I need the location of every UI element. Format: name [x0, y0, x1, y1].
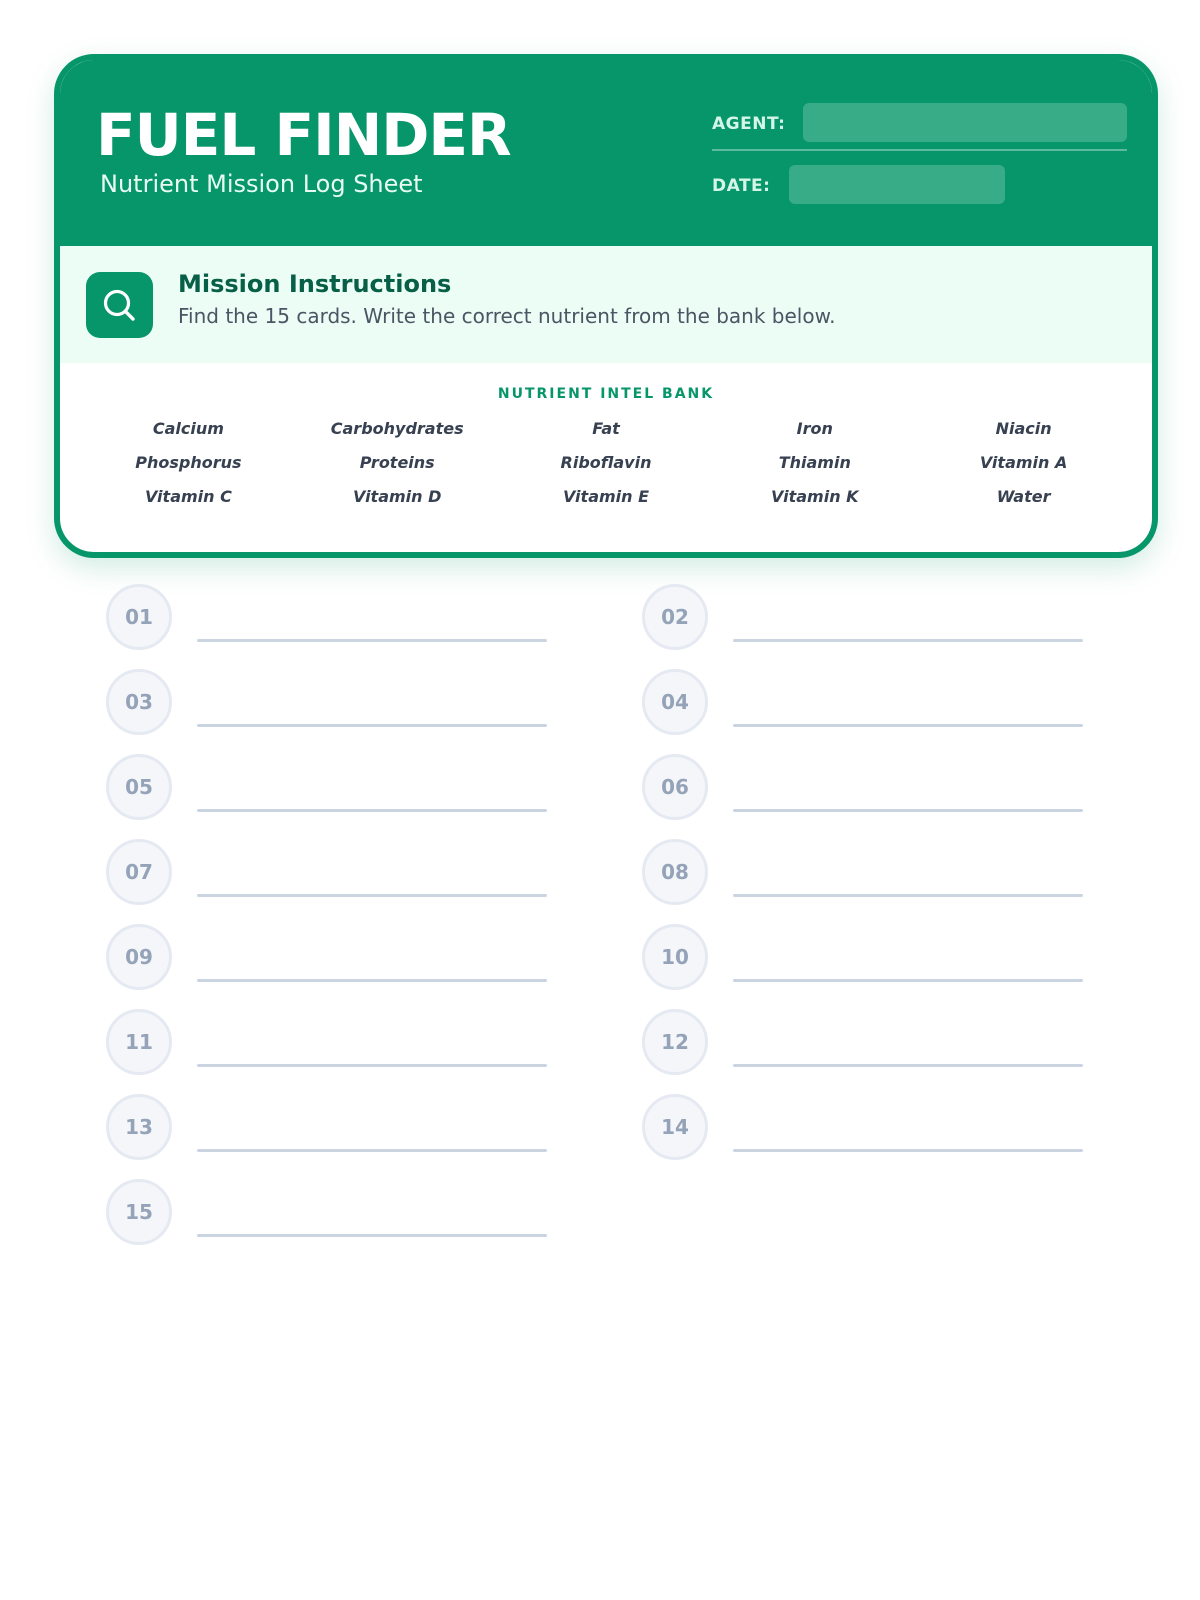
- answer-row: [642, 754, 1082, 824]
- answer-number: 08: [642, 839, 708, 905]
- mission-card: [54, 54, 1158, 558]
- answer-line[interactable]: [733, 639, 1083, 642]
- page-subtitle: Nutrient Mission Log Sheet: [100, 170, 423, 198]
- bank-item: Carbohydrates: [330, 419, 464, 438]
- bank-item: Vitamin C: [144, 487, 232, 506]
- date-label: DATE:: [712, 176, 771, 196]
- bank-item: Proteins: [359, 453, 435, 472]
- bank-item: Vitamin E: [562, 487, 650, 506]
- answer-row: [642, 1009, 1082, 1079]
- answer-row: [642, 1094, 1082, 1164]
- bank-item: Water: [996, 487, 1051, 506]
- instructions-panel: [60, 246, 1152, 363]
- answer-line[interactable]: [197, 1234, 547, 1237]
- agent-field[interactable]: [803, 103, 1127, 142]
- answer-number: 07: [106, 839, 172, 905]
- answer-line[interactable]: [733, 724, 1083, 727]
- answer-line[interactable]: [197, 894, 547, 897]
- header: [60, 60, 1152, 246]
- answer-row: [106, 584, 546, 654]
- answer-row: [642, 924, 1082, 994]
- answer-line[interactable]: [197, 639, 547, 642]
- answer-row: [106, 1094, 546, 1164]
- answer-number: 03: [106, 669, 172, 735]
- answer-line[interactable]: [733, 894, 1083, 897]
- bank-item: Phosphorus: [135, 453, 242, 472]
- answer-line[interactable]: [733, 1149, 1083, 1152]
- answer-row: [106, 754, 546, 824]
- nutrient-bank: [84, 418, 1128, 508]
- bank-item: Niacin: [995, 419, 1052, 438]
- answer-number: 05: [106, 754, 172, 820]
- answer-number: 06: [642, 754, 708, 820]
- bank-item: Thiamin: [778, 453, 851, 472]
- bank-item: Vitamin K: [771, 487, 859, 506]
- search-icon: [86, 272, 153, 338]
- answer-line[interactable]: [197, 809, 547, 812]
- answer-row: [642, 669, 1082, 739]
- instructions-title: Mission Instructions: [178, 270, 452, 298]
- answer-row: [106, 839, 546, 909]
- answer-row: [106, 924, 546, 994]
- bank-item: Calcium: [152, 419, 224, 438]
- answer-number: 12: [642, 1009, 708, 1075]
- bank-item: Vitamin A: [979, 453, 1068, 472]
- answer-number: 13: [106, 1094, 172, 1160]
- answer-number: 11: [106, 1009, 172, 1075]
- answer-number: 15: [106, 1179, 172, 1245]
- answer-line[interactable]: [197, 1064, 547, 1067]
- answer-line[interactable]: [197, 724, 547, 727]
- date-field[interactable]: [789, 165, 1005, 204]
- bank-title: NUTRIENT INTEL BANK: [497, 386, 715, 402]
- answer-row: [106, 1179, 546, 1249]
- answer-number: 09: [106, 924, 172, 990]
- page-title: FUEL FINDER: [96, 101, 511, 169]
- bank-item: Iron: [796, 419, 833, 438]
- answer-row: [106, 1009, 546, 1079]
- answer-line[interactable]: [733, 979, 1083, 982]
- header-divider: [712, 149, 1127, 151]
- answer-row: [642, 584, 1082, 654]
- answer-number: 01: [106, 584, 172, 650]
- answer-number: 04: [642, 669, 708, 735]
- answer-line[interactable]: [733, 809, 1083, 812]
- answer-row: [642, 839, 1082, 909]
- bank-item: Riboflavin: [560, 453, 652, 472]
- bank-item: Fat: [592, 419, 620, 438]
- agent-label: AGENT:: [712, 114, 786, 134]
- answer-number: 14: [642, 1094, 708, 1160]
- bank-item: Vitamin D: [352, 487, 442, 506]
- answer-line[interactable]: [197, 1149, 547, 1152]
- answer-line[interactable]: [197, 979, 547, 982]
- answer-number: 10: [642, 924, 708, 990]
- answer-number: 02: [642, 584, 708, 650]
- answer-line[interactable]: [733, 1064, 1083, 1067]
- answer-row: [106, 669, 546, 739]
- instructions-text: Find the 15 cards. Write the correct nutrient from the bank below.: [178, 304, 836, 328]
